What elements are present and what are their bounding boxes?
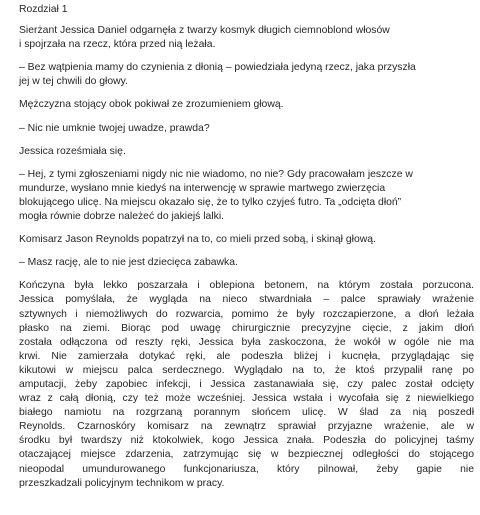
text-line: środku był twardszy niż ktokolwiek, kogo Jessica znała. Podeszła do policyjnej taśmy [19,435,474,447]
text-line: Sierżant Jessica Daniel odgarnęła z twarzy kosmyk długich ciemnoblond włosów [19,25,390,37]
text-line: Jessica roześmiała się. [19,145,126,157]
text-line: wraz z całą dłonią, czy też może wcześniej. Jessica wstała i wycofała się z niewielkiego [19,393,474,405]
text-line: Reynolds. Czarnoskóry komisarz na zewnątrz sprawiał przyjazne wrażenie, ale w [19,421,474,433]
paragraph [19,145,480,159]
text-line: przeszkadzali policyjnym technikom w pracy. [19,477,225,489]
text-line: Jessica pomyślała, że wygląda na nieco stwardniała – palce sprawiały wrażenie [19,294,474,306]
paragraph [19,279,480,490]
text-line: została odłączona od reszty ręki, Jessica była zaskoczona, że wokół w ogóle nie ma [19,336,474,348]
text-line: sztywnych i niemożliwych do rozwarcia, pomimo że były rozczapierzone, a dłoń leżała [19,308,474,320]
chapter-heading: Rozdział 1 [19,4,68,15]
text-line: – Hej, z tymi zgłoszeniami nigdy nic nie wiadomo, no nie? Gdy pracowałam jeszcze w [19,168,413,180]
text-line: nieopodal umundurowanego funkcjonariusza, który pilnował, żeby gapie nie [19,463,474,475]
paragraph [19,168,480,224]
text-line: Mężczyzna stojący obok pokiwał ze zrozumieniem głową. [19,99,284,111]
paragraph [19,233,480,247]
text-line: Kończyna była lekko poszarzała i oblepiona betonem, na którym została porzucona. [19,280,474,292]
text-line: amputacji, żeby zapobiec infekcji, i Jessica zastanawiała się, czy palec został odcięty [19,378,474,390]
text-line: mogła równie dobrze należeć do jakiejś lalki. [19,211,225,223]
text-line: – Nic nie umknie twojej uwadze, prawda? [19,122,210,134]
document-body [19,24,480,491]
text-line: otaczającej miejsce zdarzenia, zatrzymując się w bezpiecznej odległości do stojącego [19,449,474,461]
text-line: mundurze, wysłano mnie kiedyś na interwencję w sprawie martwego zwierzęcia [19,182,386,194]
text-line: Komisarz Jason Reynolds popatrzył na to, co mieli przed sobą, i skinął głową. [19,234,376,246]
paragraph [19,256,480,270]
text-line: białego namiotu na rozgrzaną porannym słońcem ulicę. W ślad za nią poszedł [19,407,474,419]
text-line: i spojrzała na rzecz, która przed nią leżała. [19,39,216,51]
text-line: płasko na ziemi. Biorąc pod uwagę chirurgicznie precyzyjne cięcie, z jakim dłoń [19,322,474,334]
paragraph [19,122,480,136]
text-line: – Bez wątpienia mamy do czynienia z dłonią – powiedziała jedyną rzecz, jaka przyszła [19,62,416,74]
text-line: krwi. Nie zamierzała dotykać ręki, ale podeszła bliżej i kucnęła, przyglądając się [19,350,474,362]
text-line: kikutowi w miejscu palca serdecznego. Wyglądało na to, że ktoś przypalił ranę po [19,364,474,376]
paragraph [19,61,480,89]
paragraph [19,24,480,52]
text-line: blokującego ulicę. Na miejscu okazało się, że to tylko czyjeś futro. Ta „odcięta dłoń” [19,196,402,208]
text-line: jej w tej chwili do głowy. [19,76,128,88]
text-line: – Masz rację, ale to nie jest dziecięca zabawka. [19,257,238,269]
paragraph [19,98,480,112]
